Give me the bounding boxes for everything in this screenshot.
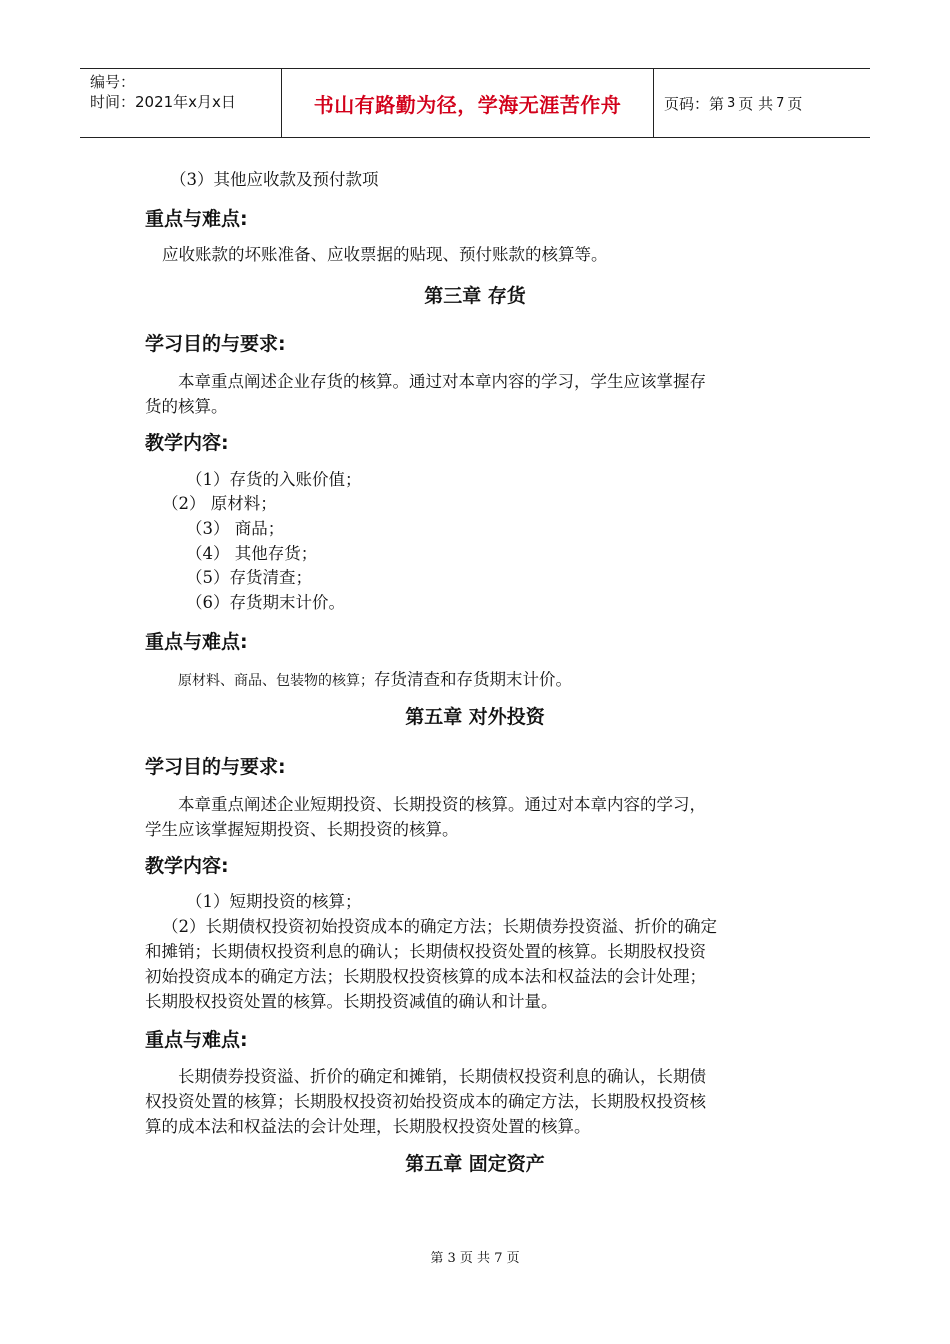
ch5-title: 第五章 对外投资 (405, 706, 545, 728)
ch5-key-line: 长期债券投资溢、折价的确定和摊销，长期债权投资利息的确认，长期债 (178, 1067, 706, 1086)
ch3-key-text-small: 原材料、商品、包装物的核算； (178, 673, 374, 689)
header-page-cell (654, 69, 870, 137)
ch2-key-heading: 重点与难点: (145, 208, 248, 230)
ch5-key-heading: 重点与难点: (145, 1029, 248, 1051)
header-motto-cell (282, 69, 654, 137)
page-total: 7 (776, 95, 785, 111)
ch5-content-heading: 教学内容: (145, 855, 229, 877)
ch3-item: （6）存货期末计价。 (186, 593, 345, 612)
ch2-key-text: 应收账款的坏账准备、应收票据的贴现、预付账款的核算等。 (162, 245, 608, 264)
header-left-cell (80, 69, 282, 137)
doc-number-label: 编号： (90, 73, 136, 91)
ch3-goal-heading: 学习目的与要求: (145, 333, 286, 355)
ch5b-title: 第五章 固定资产 (405, 1153, 545, 1175)
ch3-title: 第三章 存货 (424, 285, 526, 307)
page-number: 3 (727, 95, 736, 111)
ch5-key-line: 算的成本法和权益法的会计处理，长期股权投资处置的核算。 (145, 1117, 591, 1136)
page-header (80, 68, 870, 138)
ch3-item: （3） 商品； (186, 519, 285, 538)
ch5-goal-line-2: 学生应该掌握短期投资、长期投资的核算。 (145, 820, 459, 839)
doc-date: 时间：2021年x月x日 (90, 93, 236, 111)
page-prefix: 页码：第 (664, 94, 725, 113)
ch5-goal-heading: 学习目的与要求: (145, 756, 286, 778)
ch3-item: （4） 其他存货； (186, 544, 318, 563)
ch3-key-heading: 重点与难点: (145, 631, 248, 653)
ch3-goal-line-1: 本章重点阐述企业存货的核算。通过对本章内容的学习，学生应该掌握存 (178, 372, 706, 391)
ch5-item-2-line: 初始投资成本的确定方法；长期股权投资核算的成本法和权益法的会计处理； (145, 967, 706, 986)
ch5-item-2-line: （2）长期债权投资初始投资成本的确定方法；长期债券投资溢、折价的确定 (162, 917, 717, 936)
ch5-goal-line-1: 本章重点阐述企业短期投资、长期投资的核算。通过对本章内容的学习， (178, 795, 706, 814)
ch5-item-2-line: 长期股权投资处置的核算。长期投资减值的确认和计量。 (145, 992, 558, 1011)
ch3-key-text (178, 666, 572, 690)
ch2-item-3: （3）其他应收款及预付款项 (170, 170, 379, 189)
ch5-key-line: 权投资处置的核算；长期股权投资初始投资成本的确定方法，长期股权投资核 (145, 1092, 706, 1111)
ch3-key-text-main: 存货清查和存货期末计价。 (374, 670, 572, 689)
ch3-item: （2） 原材料； (162, 494, 277, 513)
ch3-item: （5）存货清查； (186, 568, 312, 587)
page-footer: 第 3 页 共 7 页 (430, 1251, 520, 1266)
ch3-item: （1）存货的入账价值； (186, 470, 362, 489)
page-suffix: 页 (787, 94, 803, 113)
ch3-goal-line-2: 货的核算。 (145, 397, 228, 416)
ch5-item-2-line: 和摊销；长期债权投资利息的确认；长期债权投资处置的核算。长期股权投资 (145, 942, 706, 961)
ch5-item-1: （1）短期投资的核算； (186, 892, 362, 911)
page-mid: 页 共 (738, 94, 774, 113)
motto-text: 书山有路勤为径，学海无涯苦作舟 (313, 92, 622, 117)
ch3-content-heading: 教学内容: (145, 432, 229, 454)
